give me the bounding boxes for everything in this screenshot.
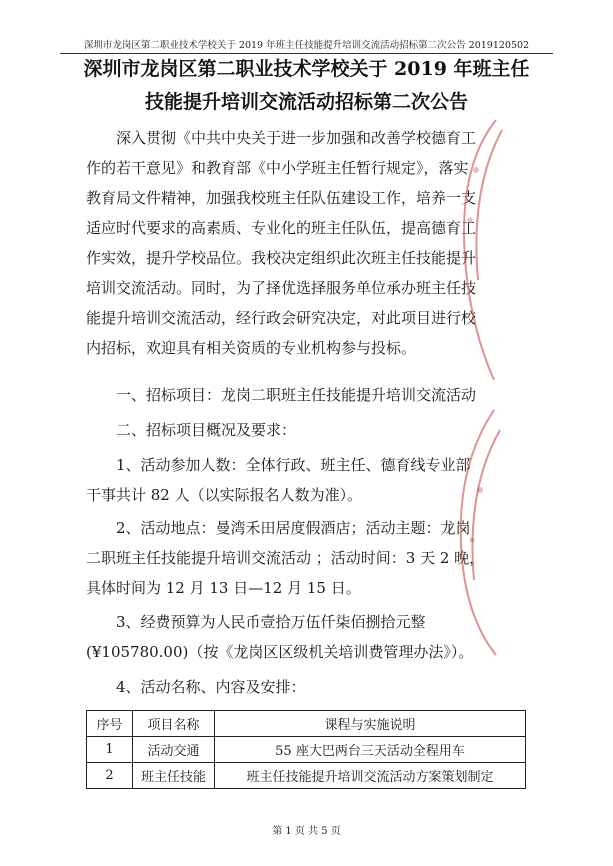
table-row <box>87 763 526 789</box>
item-4-schedule: 4、活动名称、内容及安排： <box>116 678 306 696</box>
table-cell: 活动交通 <box>133 737 215 763</box>
intro-line: 作实效，提升学校品位。我校决定组织此次班主任技能提升 <box>86 249 477 267</box>
document-title-line-1: 深圳市龙岗区第二职业技术学校关于 2019 年班主任 <box>83 58 530 80</box>
table-header-row <box>87 711 526 737</box>
activity-plan-table <box>86 710 526 789</box>
document-title-line-2: 技能提升培训交流活动招标第二次公告 <box>144 91 468 113</box>
section-1-project: 一、招标项目：龙岗二职班主任技能提升培训交流活动 <box>116 386 477 404</box>
header-cell-no: 序号 <box>87 711 133 737</box>
intro-line: 作的若干意见》和教育部《中小学班主任暂行规定》，落实 <box>86 159 469 177</box>
intro-line: 适应时代要求的高素质、专业化的班主任队伍，提高德育工 <box>86 219 477 237</box>
intro-line: 培训交流活动。同时，为了择优选择服务单位承办班主任技 <box>86 279 477 297</box>
intro-line: 内招标，欢迎具有相关资质的专业机构参与投标。 <box>86 339 417 357</box>
intro-line: 能提升培训交流活动，经行政会研究决定，对此项目进行校 <box>86 309 477 327</box>
table-cell: 1 <box>87 737 133 763</box>
table-cell: 55 座大巴两台三天活动全程用车 <box>215 737 526 763</box>
item-1-participants: 1、活动参加人数：全体行政、班主任、德育线专业部 干事共计 82 人（以实际报名人数为准）。 <box>86 456 471 504</box>
header-cell-desc: 课程与实施说明 <box>215 711 526 737</box>
section-2-overview: 二、招标项目概况及要求： <box>116 421 297 439</box>
intro-line: 教育局文件精神，加强我校班主任队伍建设工作，培养一支 <box>86 189 477 207</box>
page-footer: 第 1 页 共 5 页 <box>272 826 341 837</box>
intro-line: 深入贯彻《中共中央关于进一步加强和改善学校德育工 <box>116 129 477 147</box>
header-rule <box>60 53 553 54</box>
table-row <box>87 737 526 763</box>
table-cell: 班主任技能 <box>133 763 215 789</box>
running-header: 深圳市龙岗区第二职业技术学校关于 2019 年班主任技能提升培训交流活动招标第二次公告 2019120502 <box>83 40 530 51</box>
table-cell: 2 <box>87 763 133 789</box>
table-cell: 班主任技能提升培训交流活动方案策划制定 <box>215 763 526 789</box>
item-3-budget: 3、经费预算为人民币壹拾万伍仟柒佰捌拾元整 (¥105780.00)（按《龙岗区区级机关培训费管理办法》）。 <box>86 613 474 661</box>
item-2-location-time: 2、活动地点：曼湾禾田居度假酒店；活动主题：龙岗 二职班主任技能提升培训交流活动 ；活动时间：3 天 2 晚， 具体时间为 12 月 13 日—12 月 15 日。 <box>86 519 485 597</box>
intro-paragraph <box>86 123 526 363</box>
header-cell-name: 项目名称 <box>133 711 215 737</box>
